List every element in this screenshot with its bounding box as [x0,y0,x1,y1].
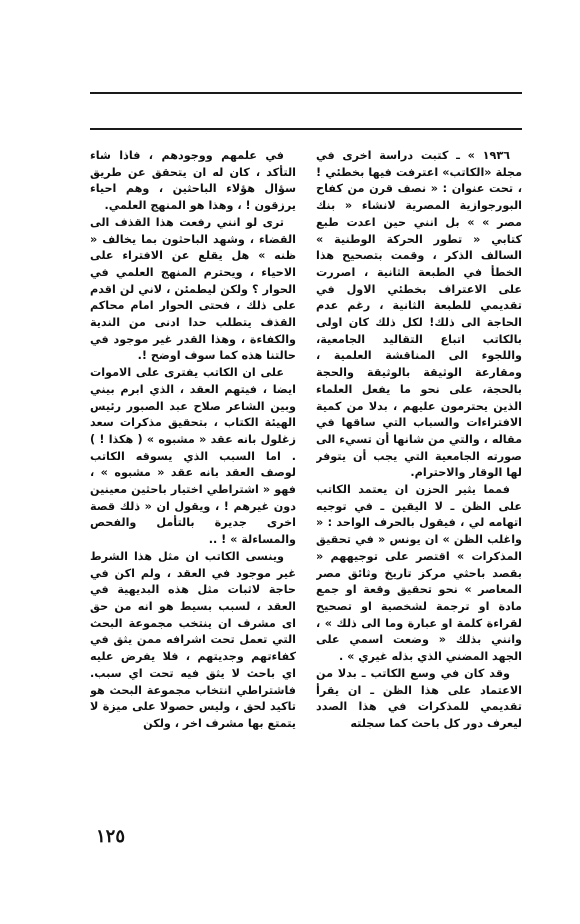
paragraph: ترى لو انني رفعت هذا القذف الى القضاء ، وشهد الباحثون بما يخالف « ظنه » هل يقلع عن الافتراء على الاحياء ، ويحترم المنهج العلمي في الحوار ؟ ولكن ليطمئن ، لاني لن اقدم على ذلك ، فحتى الحوار امام محاكم القذف يتطلب حدا ادنى من الندية والكفاءة ، وهذا القدر غير موجود في حالتنا هذه كما سوف اوضح !. [90,215,296,363]
right-column [316,148,522,828]
paragraph: على ان الكاتب يفترى على الاموات ايضا ، فيتهم العقد ، الذي ابرم بيني وبين الشاعر صلاح عبد الصبور رئيس الهيئة الكتاب ، بتحقيق مذكرات سعد زغلول بانه عقد « مشبوه » ( هكذا ! ) . اما السبب الذي يسوقه الكاتب لوصف العقد بانه عقد « مشبوه » ، فهو « اشتراطي اختيار باحثين معينين دون غيرهم ! ، ويقول ان « ذلك قصة اخرى جديرة بالتأمل والفحص والمساءلة » ! .. [90,366,296,547]
paragraph: فمما يثير الحزن ان يعتمد الكاتب على الظن ـ لا اليقين ـ في توجيه اتهامه لي ، فيقول بالحرف الواحد : « واغلب الظن » ان يونس « في تحقيق المذكرات » اقتصر على توجيههم « بقصد باحثي مركز تاريخ وثائق مصر المعاصر » نحو تحقيق وقعة او جمع مادة او ترجمة لشخصية او تصحيح لقراءة كلمة او عبارة وما الى ذلك » ، وانني بذلك « وضعت اسمي على الجهد المضني الذي بذله غيري » . [316,483,522,664]
top-rule [90,92,522,94]
paragraph: وقد كان في وسع الكاتب ـ بدلا من الاعتماد على هذا الظن ـ ان يقرأ تقديمي للمذكرات في هذا الصدد ليعرف دور كل باحث كما سجلته [316,666,522,730]
page-number: ١٢٥ [96,826,126,847]
second-rule [90,128,522,130]
paragraph: في علمهم ووجودهم ، فاذا شاء التأكد ، كان له ان يتحقق عن طريق سؤال هؤلاء الباحثين ، وهم احياء يرزقون ! ، وهذا هو المنهج العلمي. [90,149,296,213]
text-columns [90,148,522,828]
left-column [90,148,296,828]
paragraph: وينسى الكاتب ان مثل هذا الشرط غير موجود في العقد ، ولم اكن في حاجة لاثبات مثل هذه البديهية في العقد ، لسبب بسيط هو انه من حق اى مشرف ان ينتخب مجموعة البحث التي تعمل تحت اشرافه ممن يثق في كفاءتهم وجديتهم ، فلا يفرض عليه اي باحث لا يثق فيه تحت اي سبب. فاشتراطي انتخاب مجموعة البحث هو تاكيد لحق ، وليس حصولا على ميزة لا يتمتع بها مشرف اخر ، ولكن [90,549,296,730]
paragraph: ١٩٣٦ » ـ كتبت دراسة اخرى في مجلة «الكاتب» اعترفت فيها بخطئي ! ، تحت عنوان : « نصف قرن من كفاح البورجوازية المصرية لانشاء « بنك مصر » » بل انني حين اعدت طبع كتابي « تطور الحركة الوطنية » السالف الذكر ، وقمت بتصحيح هذا الخطأ في الطبعة الثانية ، اصررت على الاعتراف بخطئي الاول في تقديمي للطبعة الثانية ، رغم عدم الحاجة الى ذلك! لكل ذلك كان اولى بالكاتب اتباع التقاليد الجامعية، واللجوء الى المناقشة العلمية ، ومقارعة الوثيقة بالوثيقة والحجة بالحجة، على نحو ما يفعل العلماء الذين يحترمون عليهم ، بدلا من كمية الافتراءات والسباب التي ساقها في مقاله ، والتي من شانها أن تسيء الى صورته الجامعية التي يجب أن يتوفر لها الوقار والاحترام. [316,149,522,480]
